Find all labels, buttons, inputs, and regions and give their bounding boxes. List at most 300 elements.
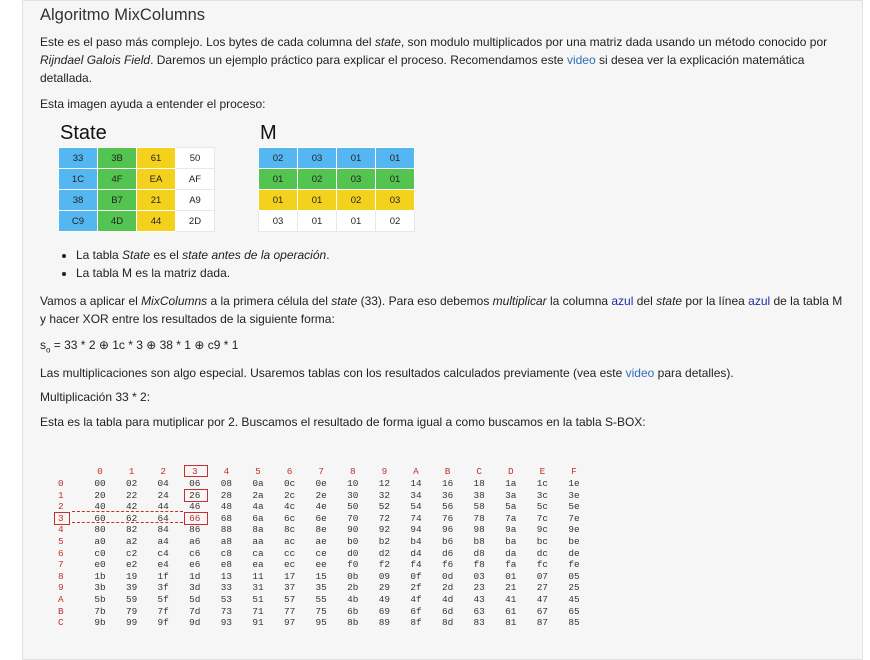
lut-cell: fa [505, 559, 517, 571]
lut-cell: 0d [441, 570, 454, 582]
lut-cell: 1c [536, 478, 549, 489]
lut-cell: 27 [536, 582, 549, 594]
lut-cell: 4e [315, 501, 327, 513]
lut-cell: 98 [473, 524, 485, 536]
lut-cell: 13 [220, 570, 233, 582]
lut-cell: da [505, 547, 517, 559]
lut-cell: 64 [157, 512, 169, 524]
bullet-1b: State [122, 248, 151, 262]
intro-state: state [374, 35, 401, 49]
lut-cell: 5b [94, 594, 106, 605]
state-cell: 3B [98, 148, 137, 169]
lut-cell: 57 [283, 594, 296, 605]
lut-cell: ba [505, 536, 517, 547]
lut-cell: 29 [378, 582, 391, 594]
lut-cell: 05 [568, 570, 580, 582]
lut-cell: 25 [568, 582, 580, 594]
m-cell: 01 [298, 190, 337, 211]
lut-cell: 8f [410, 617, 422, 629]
lut-cell: 39 [125, 582, 138, 594]
lut-cell: 43 [473, 594, 485, 605]
lut-cell: 49 [378, 594, 391, 605]
apply-paragraph [40, 292, 850, 328]
lut-cell: f6 [441, 559, 454, 571]
lut-cell: d4 [410, 547, 422, 559]
apply-1: Vamos a aplicar el [40, 294, 142, 308]
lut-cell: 76 [441, 512, 454, 524]
lut-col-header: 4 [223, 466, 230, 477]
lut-cell: 45 [568, 594, 580, 605]
lut-cell: ca [252, 547, 264, 559]
lut-cell: 46 [189, 501, 201, 513]
lut-cell: 68 [220, 512, 233, 524]
lut-cell: dc [536, 547, 549, 559]
m-cell: 02 [376, 211, 415, 232]
lut-cell: 56 [441, 501, 454, 513]
lut-cell: 96 [441, 524, 454, 536]
lut-cell: 70 [347, 512, 359, 524]
lut-cell: 6d [441, 605, 454, 617]
lut-cell: 6e [315, 512, 327, 524]
lut-cell: 31 [252, 582, 264, 594]
lut-cell: 1a [505, 478, 517, 489]
m-cell: 01 [337, 211, 376, 232]
lut-cell: 97 [283, 617, 296, 629]
apply-7: de la tabla M y hacer XOR entre los resultados de la siguiente forma: [40, 294, 843, 326]
lut-cell: 32 [378, 489, 391, 501]
lut-cell: 9e [568, 524, 580, 536]
m-cell: 01 [376, 148, 415, 169]
state-cell: AF [176, 169, 215, 190]
lut-cell: 00 [94, 478, 106, 489]
lut-cell: f0 [347, 559, 359, 571]
lut-row-header: C [58, 617, 64, 629]
m-cell: 01 [259, 190, 298, 211]
lut-cell: b2 [378, 536, 391, 547]
lut-cell: 0e [315, 478, 327, 489]
lut-cell: 0c [283, 478, 296, 489]
lut-cell: 5c [536, 501, 549, 513]
lut-cell: e2 [125, 559, 138, 571]
special-paragraph [40, 364, 850, 382]
state-cell: 21 [137, 190, 176, 211]
lut-row-header: 3 [58, 512, 64, 524]
state-cell: C9 [59, 211, 98, 232]
lut-cell: 95 [315, 617, 327, 629]
lut-col-header: 0 [97, 466, 103, 477]
lut-cell: b0 [347, 536, 359, 547]
lut-cell: 80 [94, 524, 106, 536]
lut-cell: 41 [505, 594, 517, 605]
state-cell: 33 [59, 148, 98, 169]
formula-rest: = 33 * 2 ⊕ 1c * 3 ⊕ 38 * 1 ⊕ c9 * 1 [50, 338, 239, 352]
mult-label: Multiplicación 33 * 2: [40, 390, 151, 404]
lut-cell: 54 [410, 501, 422, 513]
intro-paragraph [40, 33, 850, 87]
m-cell: 02 [337, 190, 376, 211]
lut-cell: b8 [473, 536, 485, 547]
lut-cell: d6 [441, 547, 454, 559]
lut-row-header: 0 [58, 478, 64, 489]
video-link[interactable]: video [566, 53, 596, 67]
lut-cell: 3f [157, 582, 169, 594]
lut-cell: a2 [125, 536, 138, 547]
lut-cell: 5a [505, 501, 517, 513]
lut-cell: 0b [347, 570, 359, 582]
lut-cell: ac [283, 536, 296, 547]
m-cell: 02 [259, 148, 298, 169]
lut-cell: 9d [189, 617, 201, 629]
lut-cell: 5d [189, 594, 201, 605]
lut-cell: 4d [441, 594, 454, 605]
lut-cell: 38 [473, 489, 485, 501]
lut-row-header: 1 [58, 489, 64, 501]
state-cell: 61 [137, 148, 176, 169]
lut-cell: 99 [125, 617, 138, 629]
lut-cell: 73 [220, 605, 233, 617]
intro-text-3: . Daremos un ejemplo práctico para explicar el proceso. Recomendamos este [150, 53, 567, 67]
lut-cell: 30 [347, 489, 359, 501]
lut-cell: 75 [315, 605, 327, 617]
bullet-1c: es el [150, 248, 183, 262]
special-1: Las multiplicaciones son algo especial. Usaremos tablas con los resultados calculados previamente (vea este [40, 366, 626, 380]
lut-cell: 9a [505, 524, 517, 536]
lut-cell: 8a [252, 524, 264, 536]
lut-cell: 60 [94, 512, 106, 524]
apply-4: la columna [546, 294, 612, 308]
lut-cell: 5e [568, 501, 580, 513]
lut-cell: 20 [94, 489, 106, 501]
bullet-state [76, 246, 330, 264]
lut-cell: 71 [252, 605, 264, 617]
cell-26-box [184, 489, 208, 502]
intro-galois: Rijndael Galois Field [40, 53, 151, 67]
azul-link-2[interactable]: azul [748, 294, 771, 308]
apply-2: a la primera célula del [207, 294, 332, 308]
lut-cell: 2b [347, 582, 359, 594]
state-cell: 4F [98, 169, 137, 190]
lut-cell: de [568, 547, 580, 559]
lut-cell: 01 [505, 570, 517, 582]
lut-col-header: 5 [255, 466, 261, 477]
lut-cell: 8d [441, 617, 454, 629]
lut-cell: 89 [378, 617, 391, 629]
apply-5: del [633, 294, 657, 308]
azul-link-1[interactable]: azul [611, 294, 634, 308]
lut-cell: 9c [536, 524, 549, 536]
lut-cell: 65 [568, 605, 580, 617]
lut-cell: d8 [473, 547, 485, 559]
lut-cell: 2d [441, 582, 454, 594]
lut-cell: 6f [410, 605, 422, 617]
apply-state: state [331, 294, 358, 308]
lut-cell: 28 [220, 489, 233, 501]
lut-row-header: 7 [58, 559, 64, 571]
lut-cell: 6c [283, 512, 296, 524]
cell-66-box [184, 512, 208, 525]
state-cell: 1C [59, 169, 98, 190]
state-matrix [58, 147, 215, 232]
lut-cell: 37 [283, 582, 296, 594]
lut-cell: 18 [473, 478, 485, 489]
lut-cell: 7a [505, 512, 517, 524]
lut-cell: c0 [94, 547, 106, 559]
formula [40, 336, 850, 359]
lut-cell: 8b [347, 617, 359, 629]
col-3-bracket [184, 465, 208, 477]
m-cell: 03 [259, 211, 298, 232]
lut-cell: 4b [347, 594, 359, 605]
lut-cell: 93 [220, 617, 233, 629]
formula-s: s [40, 338, 46, 352]
lut-cell: 72 [378, 512, 391, 524]
lut-col-header: E [539, 466, 546, 477]
lut-cell: 3b [94, 582, 106, 594]
lut-cell: 85 [568, 617, 580, 629]
lut-col-header: A [413, 466, 419, 477]
lut-cell: 4c [283, 501, 296, 513]
lut-cell: 02 [125, 478, 138, 489]
formula-sub: o [46, 345, 51, 355]
image-help-text: Esta imagen ayuda a entender el proceso: [40, 97, 266, 111]
lut-cell: b6 [441, 536, 454, 547]
lut-cell: 84 [157, 524, 169, 536]
lut-cell: 88 [220, 524, 233, 536]
lut-cell: 2e [315, 489, 327, 501]
lut-cell: 14 [410, 478, 422, 489]
intro-text-4: si desea ver la explicación matemática detallada. [40, 53, 805, 85]
lut-col-header: F [571, 466, 577, 477]
lut-cell: 77 [283, 605, 296, 617]
row-3-dash-bottom [72, 522, 183, 523]
table-description: Esta es la tabla para mutiplicar por 2. Buscamos el resultado de forma igual a como buscamos en la tabla S-BOX: [40, 415, 646, 429]
state-cell: A9 [176, 190, 215, 211]
lut-cell: 53 [220, 594, 233, 605]
lut-cell: b4 [410, 536, 422, 547]
lut-cell: 07 [536, 570, 549, 582]
lut-cell: e6 [189, 559, 201, 571]
lut-cell: 33 [220, 582, 233, 594]
lut-row-header: 8 [58, 570, 64, 582]
video-link-2[interactable]: video [625, 366, 655, 380]
lut-cell: 48 [220, 501, 233, 513]
apply-mixcolumns: MixColumns [141, 294, 208, 308]
m-cell: 01 [259, 169, 298, 190]
lut-cell: 81 [505, 617, 517, 629]
lut-cell: 87 [536, 617, 549, 629]
lut-cell: 58 [473, 501, 485, 513]
lut-cell: c6 [189, 547, 201, 559]
lut-cell: 17 [283, 570, 296, 582]
lut-cell: c2 [125, 547, 138, 559]
lut-cell: 63 [473, 605, 485, 617]
state-cell: EA [137, 169, 176, 190]
lut-col-header: 9 [381, 466, 388, 477]
lut-cell: 03 [473, 570, 485, 582]
bullet-1a: La tabla [76, 248, 123, 262]
m-cell: 03 [298, 148, 337, 169]
lut-cell: 22 [125, 489, 138, 501]
lut-col-header: C [476, 466, 482, 477]
lut-cell: 44 [157, 501, 169, 513]
lut-cell: 23 [473, 582, 485, 594]
lut-cell: 15 [315, 570, 327, 582]
lut-cell: 1f [157, 570, 169, 582]
lut-cell: 78 [473, 512, 485, 524]
lut-row-header: 5 [58, 536, 64, 547]
m-cell: 01 [298, 211, 337, 232]
lut-cell: 2c [283, 489, 296, 501]
lut-cell: e8 [220, 559, 233, 571]
lut-cell: 8e [315, 524, 327, 536]
lut-cell: 8c [283, 524, 296, 536]
intro-text-1: Este es el paso más complejo. Los bytes de cada columna del [40, 35, 375, 49]
bullet-1e: . [326, 248, 330, 262]
lut-cell: 36 [441, 489, 454, 501]
lut-cell: 40 [94, 501, 106, 513]
lut-cell: 83 [473, 617, 485, 629]
lut-cell: aa [252, 536, 264, 547]
lut-cell: d0 [347, 547, 359, 559]
state-cell: 4D [98, 211, 137, 232]
lut-row-header: 2 [58, 501, 64, 513]
lut-row-header: 9 [58, 582, 64, 594]
lut-cell: 7e [568, 512, 580, 524]
lut-cell: c8 [220, 547, 233, 559]
lut-cell: 4a [252, 501, 264, 513]
lut-col-header: 3 [191, 466, 198, 477]
apply-3: (33). Para eso debemos [357, 294, 493, 308]
lut-cell: bc [536, 536, 549, 547]
state-cell: B7 [98, 190, 137, 211]
lut-cell: 3a [505, 489, 517, 501]
lut-cell: 4f [410, 594, 422, 605]
lut-cell: 0f [410, 570, 422, 582]
lut-cell: 82 [125, 524, 138, 536]
lut-cell: e0 [94, 559, 106, 571]
lut-cell: 9b [94, 617, 106, 629]
lut-cell: 06 [189, 478, 201, 489]
lut-cell: 24 [157, 489, 169, 501]
lut-cell: 62 [125, 512, 138, 524]
state-cell: 44 [137, 211, 176, 232]
lut-cell: 9f [157, 617, 169, 629]
lut-col-header: 2 [160, 466, 166, 477]
m-cell: 01 [376, 169, 415, 190]
lut-cell: c4 [157, 547, 169, 559]
lut-cell: 50 [347, 501, 359, 513]
page-title: Algoritmo MixColumns [40, 6, 206, 24]
lut-cell: be [568, 536, 580, 547]
lut-cell: 16 [441, 478, 454, 489]
apply-6: por la línea [682, 294, 749, 308]
lut-cell: 7f [157, 605, 169, 617]
m-cell: 03 [337, 169, 376, 190]
m-matrix [258, 147, 415, 232]
lut-cell: 10 [347, 478, 359, 489]
lut-cell: ae [315, 536, 327, 547]
lut-cell: 08 [220, 478, 233, 489]
lut-cell: 3c [536, 489, 549, 501]
m-cell: 01 [337, 148, 376, 169]
lut-cell: 1d [189, 570, 201, 582]
lut-row-header: 4 [58, 524, 64, 536]
m-label: M [260, 122, 277, 144]
lut-cell: 11 [252, 570, 264, 582]
lut-cell: f4 [410, 559, 422, 571]
bullet-1d: state antes de la operación [182, 248, 327, 262]
lut-cell: ea [252, 559, 264, 571]
lut-cell: d2 [378, 547, 391, 559]
lut-cell: 55 [315, 594, 327, 605]
lut-cell: 6b [347, 605, 359, 617]
lut-cell: 3e [568, 489, 580, 501]
lut-cell: 1e [568, 478, 580, 489]
lut-col-header: D [507, 466, 514, 477]
lut-cell: 7d [189, 605, 201, 617]
apply-multiplicar: multiplicar [492, 294, 547, 308]
row-3-box [54, 512, 70, 525]
lut-cell: f2 [378, 559, 391, 571]
lut-cell: 90 [347, 524, 359, 536]
lut-cell: 79 [125, 605, 138, 617]
lut-cell: 52 [378, 501, 391, 513]
lut-cell: f8 [473, 559, 485, 571]
lut-cell: 6a [252, 512, 264, 524]
lut-row-header: A [58, 594, 64, 605]
lut-cell: a0 [94, 536, 106, 547]
lut-cell: a8 [220, 536, 233, 547]
lut-cell: a4 [157, 536, 169, 547]
lut-cell: 74 [410, 512, 422, 524]
lut-cell: ce [315, 547, 327, 559]
lut-cell: 42 [125, 501, 138, 513]
apply-state-2: state [656, 294, 683, 308]
intro-text-2: , son modulo multiplicados por una matriz dada usando un método conocido por [400, 35, 828, 49]
lut-cell: 86 [189, 524, 201, 536]
lut-row-header: B [58, 605, 64, 617]
m-cell: 02 [298, 169, 337, 190]
state-cell: 2D [176, 211, 215, 232]
lut-cell: 0a [252, 478, 264, 489]
bullet-m: • La tabla M es la matriz dada. [76, 264, 330, 282]
row-3-dash-top [72, 511, 183, 512]
lut-cell: ec [283, 559, 296, 571]
lut-cell: 61 [505, 605, 517, 617]
lut-cell: 47 [536, 594, 549, 605]
lut-cell: e4 [157, 559, 169, 571]
lut-cell: 7c [536, 512, 549, 524]
lut-col-header: 6 [286, 466, 293, 477]
lut-cell: 2a [252, 489, 264, 501]
lut-cell: 51 [252, 594, 264, 605]
special-2: para detalles). [654, 366, 734, 380]
lut-cell: 5f [157, 594, 169, 605]
lut-cell: 67 [536, 605, 549, 617]
bullet-list [60, 246, 330, 282]
lut-col-header: B [444, 466, 451, 477]
lut-cell: a6 [189, 536, 201, 547]
lut-cell: 26 [189, 489, 201, 501]
lut-cell: 34 [410, 489, 422, 501]
lut-cell: 91 [252, 617, 264, 629]
lut-col-header: 7 [318, 466, 324, 477]
lut-col-header: 8 [349, 466, 356, 477]
lut-cell: fc [536, 559, 549, 571]
lut-cell: 7b [94, 605, 106, 617]
lut-cell: 66 [189, 512, 201, 524]
lut-cell: 3d [189, 582, 201, 594]
